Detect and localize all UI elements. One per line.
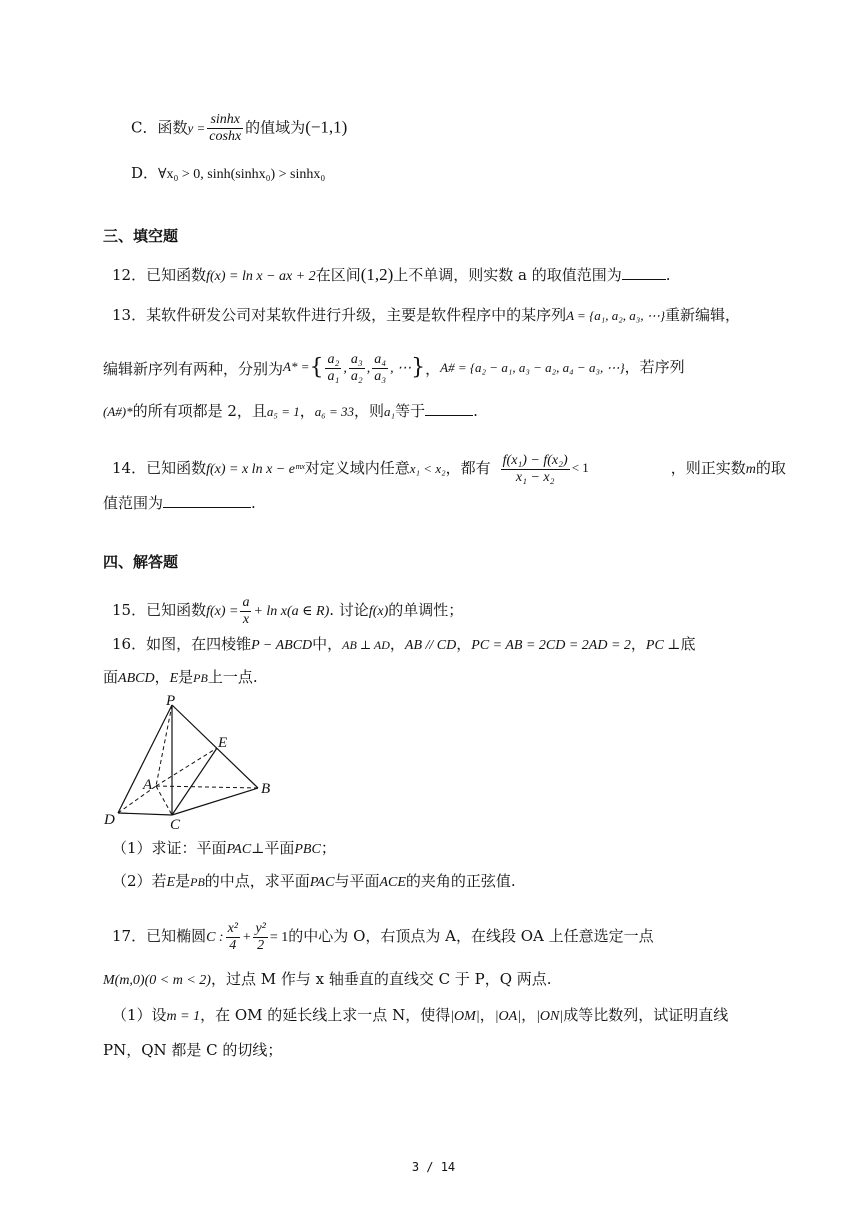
q12-interval: (1,2) [360,265,394,284]
q16-part2b: 是 [175,872,191,890]
question-12 [112,265,671,287]
q12-function: f(x) = ln x − ax + 2 [206,269,316,284]
q13-a6: a₆ = 33 [314,404,355,419]
q16-line2a: 面 [103,668,119,686]
edge-cb [172,788,258,815]
q16-line2b: ， [154,668,170,686]
q13-frac-3 [372,352,388,385]
q14-mid: 对定义域内任意 [304,459,410,477]
q15-suffix: 的单调性； [388,601,464,619]
option-c [131,112,347,145]
question-14-line2 [103,493,256,513]
q13-astar-brace-close: } [411,355,426,380]
option-c-label: C．函数 [131,118,188,137]
pyramid-figure [100,693,280,833]
q13-a1: a₁ [384,404,396,419]
q13-astar-brace-open: { [309,355,324,380]
question-17-part1 [112,1005,728,1027]
q16-t5: 底 [680,635,696,653]
q14-suffix2: 的取 [755,459,786,477]
edge-ab [156,786,258,788]
question-17-line2 [103,969,552,991]
q16-segment-pb: PB [193,671,208,685]
q16-part2-e: E [166,875,176,890]
q13-frac-1-den: a₁ [327,368,340,384]
q17-ellipse-c: C : [206,930,224,945]
q16-pyramid: P − ABCD [251,638,313,653]
q13-frac-3-num: a₄ [374,351,387,367]
question-15 [112,590,463,632]
edge-dc [118,813,172,815]
q12-prefix: 12．已知函数 [112,266,207,284]
q17-part1a: （1）设 [112,1006,167,1024]
q16-cond-1: AB ⊥ AD [342,638,390,652]
q15-den: x [242,611,250,627]
q17-frac-y-den: 2 [257,937,265,953]
q14-line2-text: 值范围为 [103,494,164,512]
option-d-expr: ∀x₀ > 0, sinh(sinhx₀) > sinhx₀ [158,167,326,182]
q13-ahash-star: (A#)* [103,404,133,419]
q16-part2e: 的夹角的正弦值. [405,872,516,890]
q13-frac-2-num: a₃ [350,351,363,367]
q13-frac-2 [349,352,365,385]
edge-pd [118,705,172,813]
q14-answer-blank[interactable] [163,493,251,508]
question-17-line1 [112,914,654,960]
q16-t1: 中， [312,635,343,653]
label-d: D [104,812,115,828]
label-e: E [218,735,228,751]
q14-condition: x₁ < x₂ [409,461,446,476]
q17-line1b: 的中心为 O，右顶点为 A，在线段 OA 上任意选定一点 [288,927,654,945]
edge-ac [156,786,172,815]
q14-suffix: ，则正实数 [670,459,746,477]
q17-oa: |OA| [494,1009,522,1024]
q13-sequence-a: A = {a₁, a₂, a₃, ⋯} [566,308,666,323]
q13-frac-1-num: a₂ [327,351,340,367]
question-13-line1 [112,305,740,326]
label-c: C [170,817,181,833]
edge-ce [172,748,217,815]
q16-line2c: 是 [178,668,194,686]
option-c-fraction [207,112,243,145]
option-c-den: coshx [209,129,242,144]
q16-cond-4: PC ⊥ [645,638,681,653]
option-c-y: y = [187,120,206,136]
q13-line2-text: 编辑新序列有两种，分别为 [103,360,284,378]
q13-line3-then: ，则 [354,402,385,420]
q16-cond-3: PC = AB = 2CD = 2AD = 2 [471,638,631,653]
q16-part1a: （1）求证：平面 [112,839,227,857]
option-c-range: (−1,1) [305,117,348,137]
label-a: A [143,777,153,793]
q13-frac-2-den: a₂ [350,368,363,384]
q14-den: x₁ − x₂ [515,469,555,485]
q15-lhs: f(x) = [206,604,239,619]
question-16-part1 [112,838,336,860]
q16-part2d: 与平面 [334,872,380,890]
q17-om: |OM| [450,1009,480,1024]
question-13-line2: 编辑新序列有两种，分别为A* ={ $\frac{\text{a₂}}{\text{a₁}}$ , $\frac{\text{a₃}}{\text{a₂}}$ , $\frac{\text{a₄}}{\text{a₃}}$ , ⋯}，A# = {a₂ − a₁, a₃ − a₂, a₄ − a₃, ⋯}，若序列 [103,351,685,384]
q15-rhs: + ln x(a ∈ R) [253,604,330,619]
q13-frac-3-den: a₃ [374,368,387,384]
q17-on: |ON| [536,1009,564,1024]
question-14-line1 [112,448,786,492]
q16-part2c: 的中点，求平面 [204,872,310,890]
edge-pa [156,705,172,786]
q17-m-eq-1: m = 1 [166,1009,201,1024]
q13-a5: a₅ = 1 [266,404,300,419]
q13-comma: ， [425,360,441,378]
q14-fraction [501,453,570,486]
q16-base: ABCD [118,671,155,686]
q17-point-m: M(m,0)(0 < m < 2) [103,973,211,988]
q12-mid: 在区间 [315,266,361,284]
q17-line2b: ，过点 M 作与 x 轴垂直的直线交 C 于 P，Q 两点. [210,970,552,988]
section-4-title: 四、解答题 [103,553,179,571]
q17-plus: + [242,930,252,945]
q17-frac-y-num: y² [255,920,266,936]
q13-astar-lhs: A* = [283,359,310,374]
q16-plane-ace: ACE [379,875,406,890]
q16-prefix: 16．如图，在四棱锥 [112,635,252,653]
q17-frac-x-den: 4 [229,937,237,953]
q17-part1c: 成等比数列，试证明直线 [563,1006,729,1024]
q14-prefix: 14．已知函数 [112,459,207,477]
q13-line2-end: ，若序列 [624,358,685,376]
q16-t2: ， [389,635,405,653]
q14-end: . [251,494,256,512]
question-13-line3 [103,401,478,422]
option-c-text: 的值域为 [245,118,306,137]
label-b: B [261,781,271,797]
q16-part1c: ； [320,839,336,857]
q13-frac-1 [325,352,341,385]
q13-answer-blank[interactable] [425,401,473,416]
q14-function: f(x) = x ln x − eᵐˣ [206,462,305,477]
q16-part2a: （2）若 [112,872,167,890]
q17-part1b: ，在 OM 的延长线上求一点 N，使得 [200,1006,451,1024]
q13-end: . [473,402,478,420]
q17-prefix: 17．已知椭圆 [112,927,207,945]
q15-prefix: 15．已知函数 [112,601,207,619]
q13-astar-tail: , ⋯ [390,361,412,376]
q16-part2-pac: PAC [309,875,335,890]
q17-frac-y [253,921,267,954]
q16-t3: ， [456,635,472,653]
question-16-line1 [112,634,696,656]
q16-cond-2: AB // CD [404,638,457,653]
q12-end: . [665,266,671,284]
q15-fraction [240,595,251,628]
q13-line3-text: 的所有项都是 2，且 [132,402,267,420]
q13-ahash: A# = {a₂ − a₁, a₃ − a₂, a₄ − a₃, ⋯} [440,360,625,375]
q16-part2-pb: PB [190,875,205,889]
question-16-line2 [103,667,258,689]
q16-line2d: 上一点. [207,668,258,686]
q17-c1: ， [479,1006,495,1024]
question-16-part2 [112,871,516,893]
edge-pb [172,705,258,788]
q17-frac-x-num: x² [227,920,239,936]
q13-line3-equals: 等于 [395,402,426,420]
q17-frac-x [226,921,240,954]
q17-eq: = 1 [269,930,289,945]
q14-ineq: < 1 [571,460,589,475]
q15-fx: f(x) [368,604,389,619]
q13-sep: ， [299,402,315,420]
q14-m: m [745,462,756,477]
option-d-label: D． [131,164,159,182]
q16-point-e: E [169,671,179,686]
q15-num: a [242,594,250,610]
q12-suffix: 上不单调，则实数 a 的取值范围为 [393,266,622,284]
q16-part1b: 平面 [264,839,295,857]
q14-mid2: ，都有 [445,459,491,477]
edge-ae [156,748,217,786]
q14-num: f(x₁) − f(x₂) [502,452,568,468]
q16-perp: ⊥ [251,842,265,857]
q12-answer-blank[interactable] [622,265,666,280]
option-c-num: sinhx [207,112,243,129]
section-3-title: 三、填空题 [103,227,179,245]
q13-intro-end: 重新编辑， [665,306,741,324]
q16-t4: ， [630,635,646,653]
q16-plane-pac: PAC [226,842,252,857]
q13-intro: 13．某软件研发公司对某软件进行升级，主要是软件程序中的某序列 [112,306,567,324]
option-d [131,163,325,185]
q17-c2: ， [521,1006,537,1024]
question-17-part1-line2: PN，QN 都是 C 的切线； [103,1041,283,1059]
label-p: P [166,693,176,709]
q15-mid: . 讨论 [329,601,369,619]
page-number: 3 / 14 [411,1160,456,1174]
q16-plane-pbc: PBC [294,842,321,857]
